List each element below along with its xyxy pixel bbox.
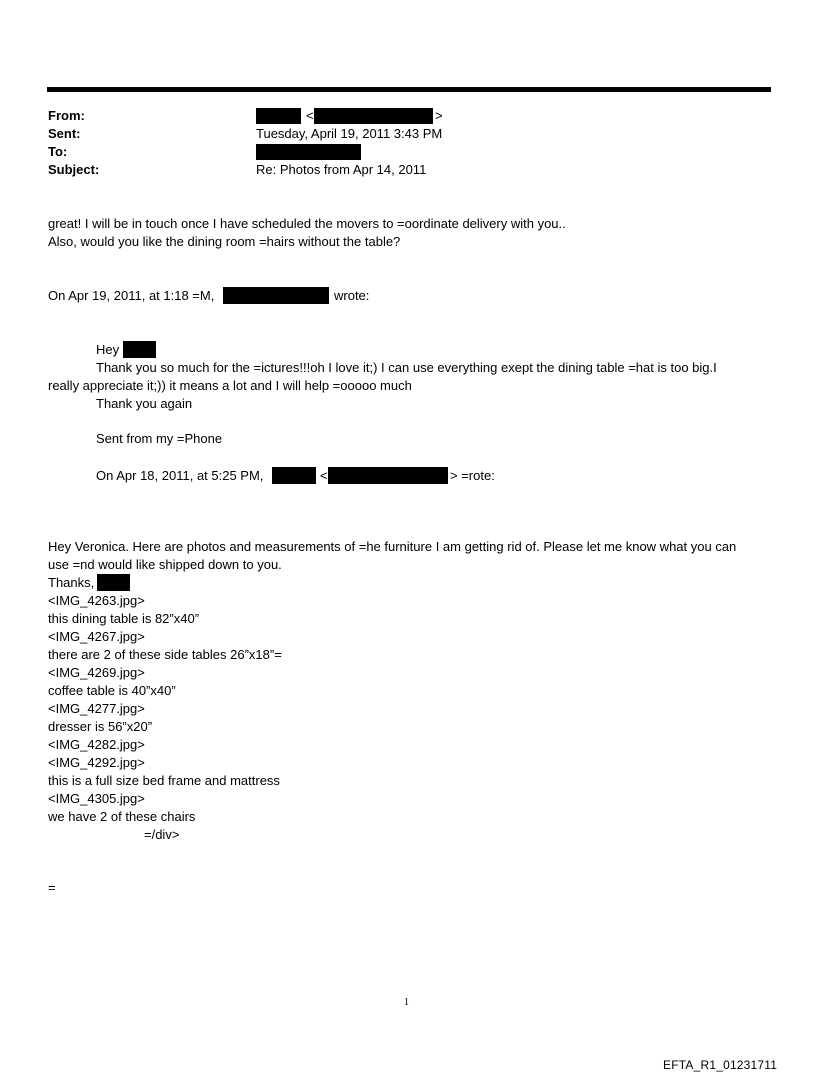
redacted-sender-email (314, 108, 433, 124)
redacted-quote1-name (223, 287, 329, 304)
redacted-signature (97, 574, 130, 591)
redacted-quote2-email (328, 467, 448, 484)
quote1-prefix: On Apr 19, 2011, at 1:18 =M, (48, 288, 215, 303)
from-label: From: (48, 108, 85, 123)
trailing-equals: = (48, 880, 56, 895)
body-line-1: great! I will be in touch once I have scheduled the movers to =oordinate delivery with you.. (48, 216, 566, 231)
redacted-recipient (256, 144, 361, 160)
subject-label: Subject: (48, 162, 100, 177)
quote-hey: Hey (96, 342, 120, 357)
quote-thanks-line: Thank you so much for the =ictures!!!oh I love it;) I can use everything exept the dining table =hat is too big.I (96, 360, 717, 375)
from-gt: > (435, 108, 443, 123)
sent-value: Tuesday, April 19, 2011 3:43 PM (256, 126, 443, 141)
quote2-prefix: On Apr 18, 2011, at 5:25 PM, (96, 468, 264, 483)
quote1-suffix: wrote: (334, 288, 370, 303)
quote-appreciate-line: really appreciate it;)) it means a lot and I will help =ooooo much (48, 378, 412, 393)
sent-label: Sent: (48, 126, 81, 141)
list-item: <IMG_4292.jpg> (48, 755, 145, 770)
page-number: 1 (404, 997, 409, 1008)
document-id: EFTA_R1_01231711 (663, 1058, 778, 1072)
from-lt: < (306, 108, 314, 123)
list-item: dresser is 56”x20” (48, 719, 153, 734)
thanks-text: Thanks, (48, 575, 95, 590)
list-item: <IMG_4282.jpg> (48, 737, 145, 752)
quote-sent-from: Sent from my =Phone (96, 431, 223, 446)
list-item: <IMG_4277.jpg> (48, 701, 145, 716)
to-label: To: (48, 144, 68, 159)
header-rule (47, 87, 771, 92)
div-close-text: =/div> (144, 827, 180, 842)
quote2-suffix: > =rote: (450, 468, 495, 483)
list-item: coffee table is 40”x40” (48, 683, 176, 698)
list-item: this dining table is 82”x40” (48, 611, 200, 626)
list-item: <IMG_4269.jpg> (48, 665, 145, 680)
body-line-2: Also, would you like the dining room =hairs without the table? (48, 234, 401, 249)
subject-value: Re: Photos from Apr 14, 2011 (256, 162, 427, 177)
veronica-line-2: use =nd would like shipped down to you. (48, 557, 282, 572)
redacted-hey-name (123, 341, 156, 358)
list-item: there are 2 of these side tables 26”x18”= (48, 647, 282, 662)
list-item: we have 2 of these chairs (48, 809, 196, 824)
veronica-line-1: Hey Veronica. Here are photos and measurements of =he furniture I am getting rid of. Please let me know what you can (48, 539, 737, 554)
quote2-lt: < (320, 468, 328, 483)
redacted-quote2-name (272, 467, 316, 484)
list-item: <IMG_4267.jpg> (48, 629, 145, 644)
list-item: <IMG_4305.jpg> (48, 791, 145, 806)
quote-thank-again: Thank you again (96, 396, 193, 411)
redacted-sender-name (256, 108, 301, 124)
list-item: this is a full size bed frame and mattress (48, 773, 280, 788)
list-item: <IMG_4263.jpg> (48, 593, 145, 608)
